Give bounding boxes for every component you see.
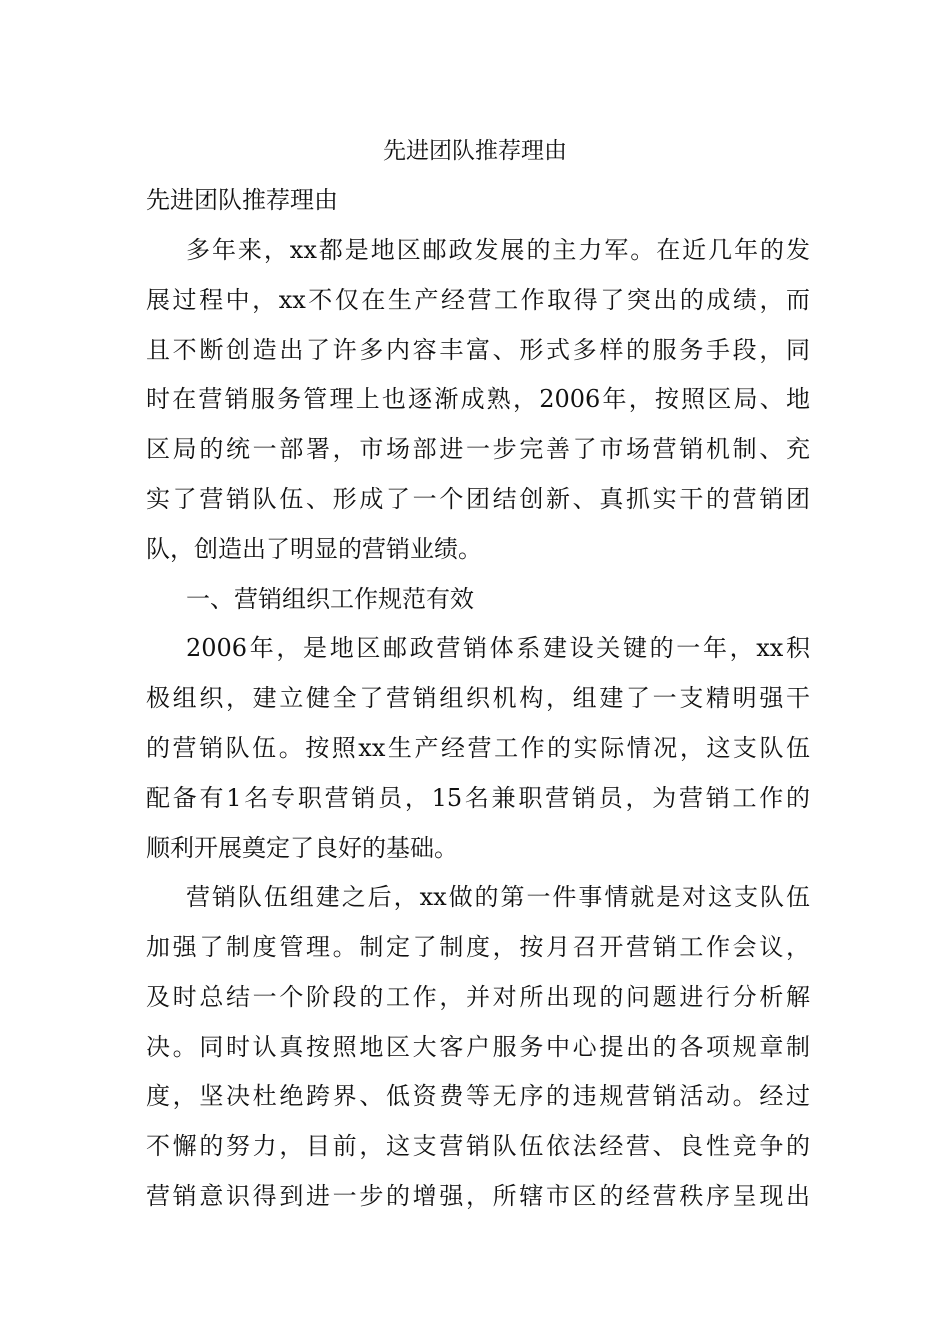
paragraph-line: 区局的统一部署，市场部进一步完善了市场营销机制、充 (146, 435, 810, 463)
paragraph-line: 及时总结一个阶段的工作，并对所出现的问题进行分析解 (146, 983, 810, 1011)
paragraph-line: 2006年，是地区邮政营销体系建设关键的一年，xx积 (186, 634, 810, 662)
paragraph-line: 顺利开展奠定了良好的基础。 (146, 834, 458, 862)
paragraph-line: 决。同时认真按照地区大客户服务中心提出的各项规章制 (146, 1033, 810, 1061)
paragraph-line: 加强了制度管理。制定了制度，按月召开营销工作会议， (146, 933, 810, 961)
paragraph-line: 多年来，xx都是地区邮政发展的主力军。在近几年的发 (186, 236, 810, 264)
paragraph-line: 展过程中，xx不仅在生产经营工作取得了突出的成绩，而 (146, 286, 810, 314)
paragraph-line: 实了营销队伍、形成了一个团结创新、真抓实干的营销团 (146, 485, 810, 513)
paragraph-line: 队，创造出了明显的营销业绩。 (146, 535, 482, 563)
section-heading: 一、营销组织工作规范有效 (186, 585, 474, 613)
paragraph-line: 的营销队伍。按照xx生产经营工作的实际情况，这支队伍 (146, 734, 810, 762)
paragraph-line: 且不断创造出了许多内容丰富、形式多样的服务手段，同 (146, 336, 810, 364)
paragraph-line: 极组织，建立健全了营销组织机构，组建了一支精明强干 (146, 684, 810, 712)
paragraph-line: 不懈的努力，目前，这支营销队伍依法经营、良性竞争的 (146, 1132, 810, 1160)
paragraph-line: 配备有1名专职营销员，15名兼职营销员，为营销工作的 (146, 784, 810, 812)
paragraph-line: 营销队伍组建之后，xx做的第一件事情就是对这支队伍 (186, 883, 810, 911)
paragraph-line: 度，坚决杜绝跨界、低资费等无序的违规营销活动。经过 (146, 1082, 810, 1110)
paragraph-line: 营销意识得到进一步的增强，所辖市区的经营秩序呈现出 (146, 1182, 810, 1210)
document-subtitle: 先进团队推荐理由 (146, 186, 338, 214)
paragraph-line: 时在营销服务管理上也逐渐成熟，2006年，按照区局、地 (146, 385, 810, 413)
document-title: 先进团队推荐理由 (383, 138, 567, 164)
